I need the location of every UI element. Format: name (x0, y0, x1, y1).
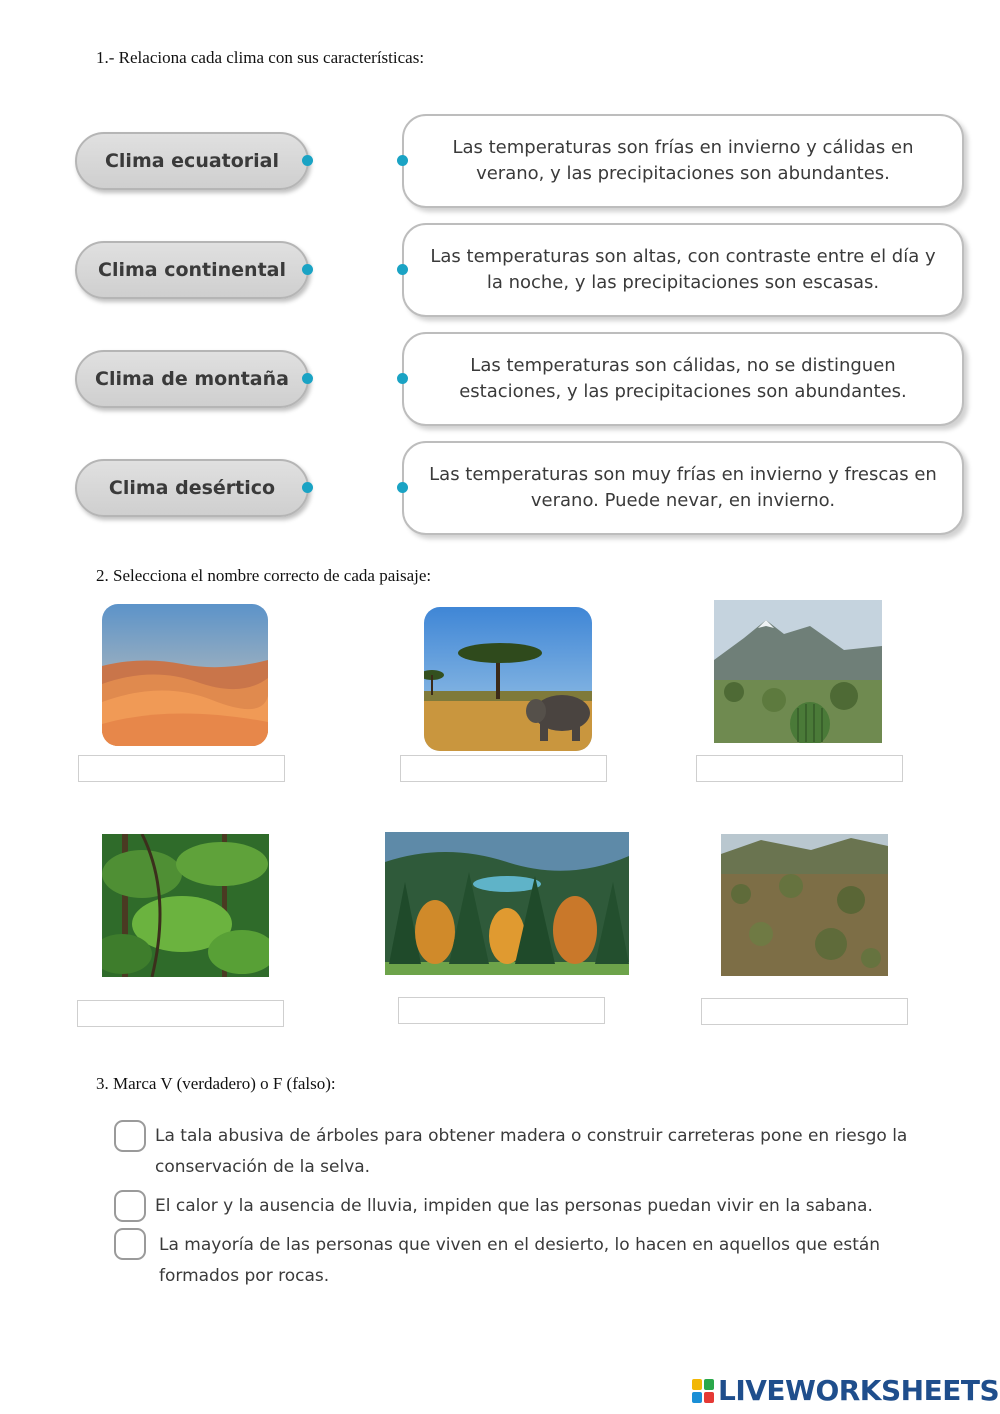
tf-statement-3-line1: La mayoría de las personas que viven en el desierto, lo hacen en aquellos que están (159, 1235, 881, 1255)
logo-mark-icon (692, 1379, 714, 1403)
description-box-3[interactable]: Las temperaturas son cálidas, no se distinguen estaciones, y las precipitaciones son abundantes. (402, 332, 964, 426)
photo-mountain-cactus (714, 600, 882, 743)
climate-connector-dot[interactable] (302, 482, 313, 493)
tf-statement-2-line1: El calor y la ausencia de lluvia, impiden que las personas puedan vivir en la sabana. (155, 1196, 873, 1216)
answer-input-1[interactable] (78, 755, 285, 782)
climate-connector-dot[interactable] (302, 264, 313, 275)
section2-heading: 2. Selecciona el nombre correcto de cada paisaje: (96, 566, 432, 585)
answer-input-3[interactable] (696, 755, 903, 782)
description-box-1[interactable]: Las temperaturas son frías en invierno y cálidas en verano, y las precipitaciones son abundantes. (402, 114, 964, 208)
climate-pill-montana[interactable]: Clima de montaña (75, 350, 309, 408)
photo-desert (102, 604, 268, 746)
climate-pill-desertico[interactable]: Clima desértico (75, 459, 309, 517)
tf-statement-1-line2: conservación de la selva. (155, 1157, 371, 1177)
tf-statement-3-line2: formados por rocas. (159, 1266, 330, 1286)
climate-pill-continental[interactable]: Clima continental (75, 241, 309, 299)
section3-heading: 3. Marca V (verdadero) o F (falso): (96, 1074, 336, 1093)
description-box-4[interactable]: Las temperaturas son muy frías en invierno y frescas en verano. Puede nevar, en invierno. (402, 441, 964, 535)
photo-savanna (424, 607, 592, 751)
description-connector-dot[interactable] (397, 155, 408, 166)
description-connector-dot[interactable] (397, 264, 408, 275)
logo-text: LIVEWORKSHEETS (718, 1374, 1000, 1407)
climate-pill-ecuatorial[interactable]: Clima ecuatorial (75, 132, 309, 190)
description-box-2[interactable]: Las temperaturas son altas, con contraste entre el día y la noche, y las precipitaciones son escasas. (402, 223, 964, 317)
climate-connector-dot[interactable] (302, 373, 313, 384)
photo-steppe (721, 834, 888, 976)
description-connector-dot[interactable] (397, 482, 408, 493)
answer-input-5[interactable] (398, 997, 605, 1024)
answer-input-6[interactable] (701, 998, 908, 1025)
logo-square (692, 1379, 702, 1390)
section1-heading: 1.- Relaciona cada clima con sus características: (96, 48, 425, 67)
tf-checkbox-3[interactable] (114, 1228, 146, 1260)
photo-jungle (102, 834, 269, 977)
liveworksheets-logo (692, 1374, 999, 1407)
tf-checkbox-1[interactable] (114, 1120, 146, 1152)
climate-connector-dot[interactable] (302, 155, 313, 166)
photo-forest-lake (385, 832, 629, 975)
logo-square (704, 1392, 714, 1403)
answer-input-2[interactable] (400, 755, 607, 782)
logo-square (704, 1379, 714, 1390)
logo-square (692, 1392, 702, 1403)
description-connector-dot[interactable] (397, 373, 408, 384)
answer-input-4[interactable] (77, 1000, 284, 1027)
tf-checkbox-2[interactable] (114, 1190, 146, 1222)
tf-statement-1-line1: La tala abusiva de árboles para obtener madera o construir carreteras pone en riesgo la (155, 1126, 908, 1146)
